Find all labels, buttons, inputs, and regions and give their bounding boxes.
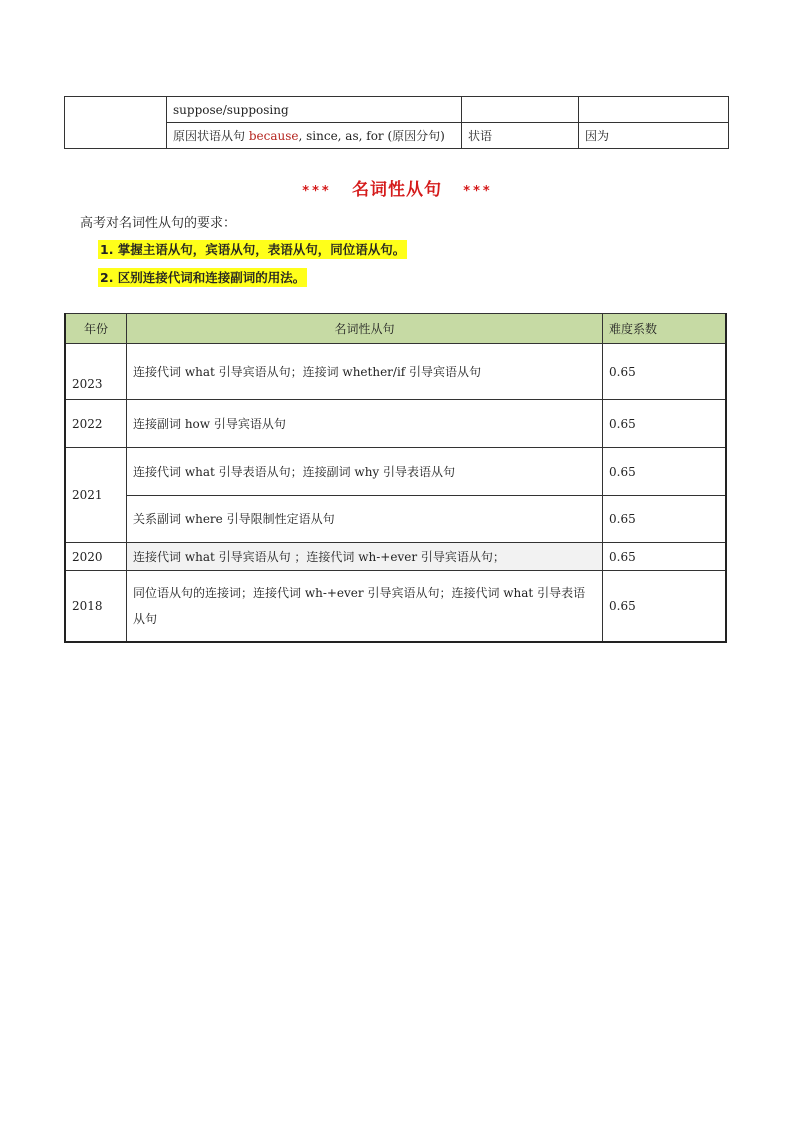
section-title <box>0 175 794 200</box>
table-cell-empty <box>65 97 167 149</box>
table-row <box>65 496 726 543</box>
difficulty-cell: 0.65 <box>603 543 727 571</box>
requirement-item <box>98 240 407 258</box>
year-cell: 2021 <box>65 448 127 543</box>
requirement-item <box>98 268 307 286</box>
table-row <box>65 97 729 123</box>
header-difficulty: 难度系数 <box>603 314 727 344</box>
year-cell: 2018 <box>65 571 127 643</box>
difficulty-cell: 0.65 <box>603 571 727 643</box>
noun-clause-table <box>64 313 727 643</box>
table-cell: suppose/supposing <box>167 97 462 123</box>
difficulty-cell: 0.65 <box>603 344 727 400</box>
header-year: 年份 <box>65 314 127 344</box>
table-cell <box>167 123 462 149</box>
table-row <box>65 571 726 643</box>
table-header-row <box>65 314 726 344</box>
highlighted-text: 1. 掌握主语从句，宾语从句，表语从句，同位语从句。 <box>100 242 406 257</box>
clause-cell: 连接副词 how 引导宾语从句 <box>127 400 603 448</box>
table-row <box>65 400 726 448</box>
cell-text: 原因状语从句 <box>173 129 246 143</box>
cell-text: , since, as, for (原因分句) <box>298 129 445 143</box>
table-cell: 因为 <box>579 123 729 149</box>
table-cell <box>579 97 729 123</box>
title-stars-left: *** <box>301 184 332 199</box>
difficulty-cell: 0.65 <box>603 448 727 496</box>
year-cell: 2022 <box>65 400 127 448</box>
year-cell: 2020 <box>65 543 127 571</box>
clause-cell: 同位语从句的连接词；连接代词 wh-+ever 引导宾语从句；连接代词 what 引导表语从句 <box>127 571 603 643</box>
difficulty-cell: 0.65 <box>603 496 727 543</box>
table-cell <box>462 97 579 123</box>
title-text: 名词性从句 <box>352 180 442 200</box>
table-row <box>65 448 726 496</box>
difficulty-cell: 0.65 <box>603 400 727 448</box>
clause-cell: 关系副词 where 引导限制性定语从句 <box>127 496 603 543</box>
clause-cell: 连接代词 what 引导宾语从句 ；连接代词 wh-+ever 引导宾语从句； <box>127 543 603 571</box>
header-clause: 名词性从句 <box>127 314 603 344</box>
table-row <box>65 543 726 571</box>
highlighted-text: 2. 区别连接代词和连接副词的用法。 <box>100 270 306 285</box>
year-cell: 2023 <box>65 344 127 400</box>
top-continuation-table <box>64 96 729 149</box>
table-row <box>65 344 726 400</box>
intro-text: 高考对名词性从句的要求： <box>80 216 237 231</box>
table-cell: 状语 <box>462 123 579 149</box>
keyword-because: because <box>248 129 299 143</box>
title-stars-right: *** <box>462 184 493 199</box>
clause-cell: 连接代词 what 引导表语从句；连接副词 why 引导表语从句 <box>127 448 603 496</box>
clause-cell: 连接代词 what 引导宾语从句；连接词 whether/if 引导宾语从句 <box>127 344 603 400</box>
